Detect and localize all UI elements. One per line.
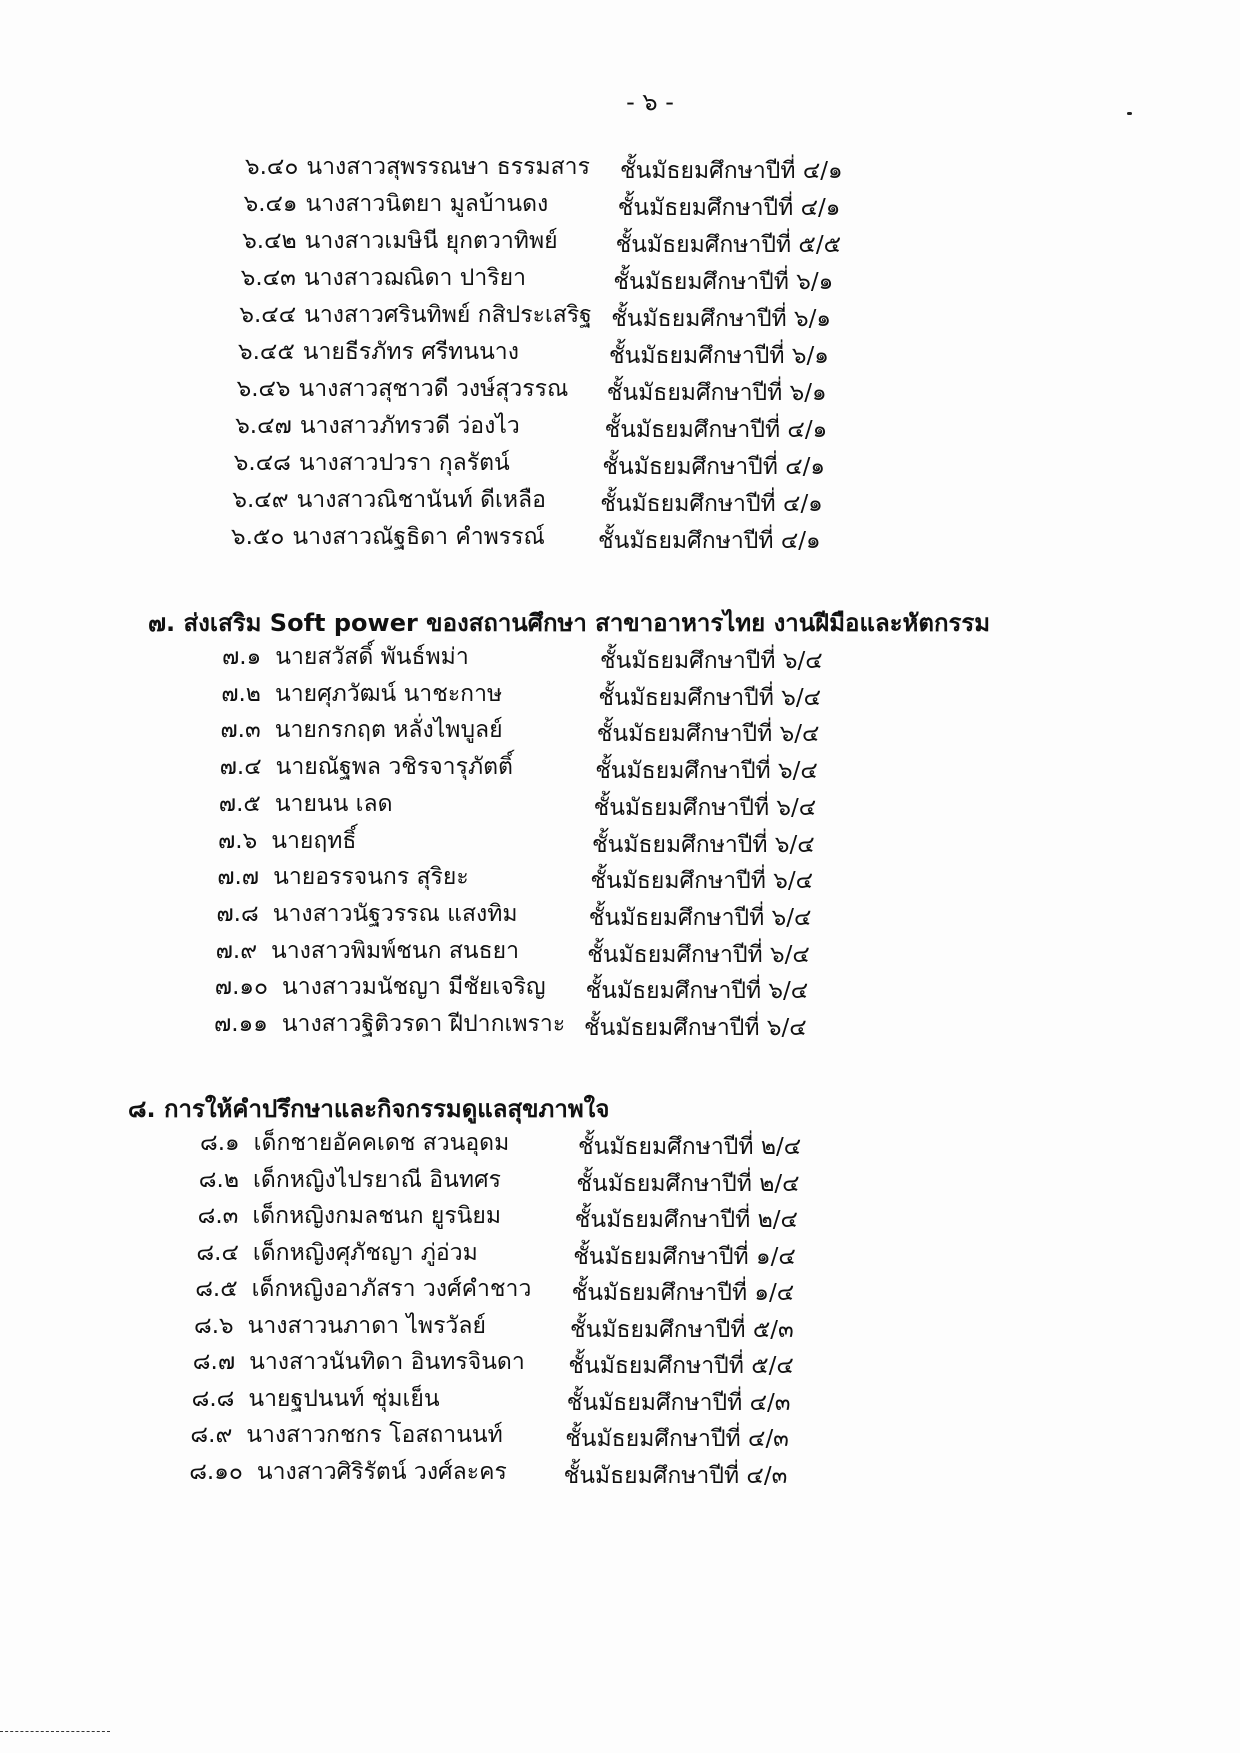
- student-grade: ชั้นมัธยมศึกษาปีที่ ๔/๑: [620, 158, 843, 184]
- student-name: นางสาวนันทิดา อินทรจินดา: [249, 1349, 525, 1375]
- list-item: [218, 824, 815, 858]
- student-grade: ชั้นมัธยมศึกษาปีที่ ๔/๑: [600, 491, 823, 517]
- list-item: [235, 409, 828, 443]
- list-item: [198, 1163, 800, 1197]
- list-item: [200, 1126, 802, 1160]
- student-name: เด็กหญิงศุภัชญา ภู่อ่วม: [252, 1239, 478, 1266]
- student-name: นางสาวนิตยา มูลบ้านดง: [305, 191, 549, 217]
- list-item: [191, 1382, 791, 1416]
- student-grade: ชั้นมัธยมศึกษาปีที่ ๔/๑: [598, 528, 821, 554]
- list-item: [239, 298, 831, 332]
- student-grade: ชั้นมัธยมศึกษาปีที่ ๑/๔: [573, 1243, 796, 1270]
- item-number: ๘.๙: [190, 1422, 233, 1448]
- student-grade: ชั้นมัธยมศึกษาปีที่ ๖/๔: [596, 721, 820, 748]
- student-name: นางสาวมนัชญา มีชัยเจริญ: [282, 974, 546, 1001]
- student-grade: ชั้นมัธยมศึกษาปีที่ ๕/๔: [568, 1353, 794, 1379]
- student-grade: ชั้นมัธยมศึกษาปีที่ ๖/๔: [593, 794, 817, 821]
- student-name: นางสาวกชกร โอสถานนท์: [246, 1422, 503, 1448]
- student-name: นางสาวฐิติวรดา ฝีปากเพราะ: [281, 1011, 566, 1037]
- list-item: [218, 787, 817, 821]
- student-name: นางสาวสุชาวดี วงษ์สุวรรณ: [298, 376, 569, 402]
- student-name: นางสาวณัฐธิดา คำพรรณ์: [292, 524, 545, 550]
- student-grade: ชั้นมัธยมศึกษาปีที่ ๔/๑: [604, 417, 828, 443]
- item-number: ๘.๔: [196, 1239, 239, 1266]
- student-name: นายศุภวัฒน์ นาชะกาษ: [274, 680, 503, 707]
- student-name: นายกรกฤต หลั่งไพบูลย์: [274, 717, 503, 744]
- list-item: [243, 187, 841, 221]
- student-grade: ชั้นมัธยมศึกษาปีที่ ๖/๔: [592, 831, 815, 858]
- item-number: ๖.๔๐: [245, 154, 299, 180]
- section-8-heading: ๘. การให้คำปรึกษาและกิจกรรมดูแลสุขภาพใจ: [128, 1095, 610, 1123]
- list-item: [214, 970, 809, 1005]
- student-grade: ชั้นมัธยมศึกษาปีที่ ๖/๔: [595, 758, 818, 785]
- student-name: นายธีรภัทร ศรีทนนาง: [302, 339, 519, 365]
- item-number: ๗.๖: [218, 827, 258, 854]
- item-number: ๗.๑: [222, 644, 262, 670]
- item-number: ๗.๘: [216, 900, 259, 927]
- list-item: [192, 1345, 794, 1379]
- student-name: นางสาวศิริรัตน์ วงศ์ละคร: [256, 1458, 507, 1485]
- item-number: ๖.๔๒: [242, 228, 297, 254]
- scan-speck: [1127, 112, 1132, 115]
- student-grade: ชั้นมัธยมศึกษาปีที่ ๖/๔: [585, 978, 809, 1005]
- student-name: นางสาวศรินทิพย์ กสิประเสริฐ: [304, 302, 592, 328]
- item-number: ๗.๑๐: [214, 974, 269, 1001]
- student-name: นายนน เลด: [274, 790, 393, 817]
- item-number: ๖.๔๘: [233, 450, 291, 476]
- student-grade: ชั้นมัธยมศึกษาปีที่ ๖/๔: [584, 1015, 807, 1041]
- list-item: [231, 520, 821, 554]
- student-name: นางสาวฌณิดา ปาริยา: [303, 265, 526, 291]
- student-grade: ชั้นมัธยมศึกษาปีที่ ๔/๑: [602, 454, 825, 480]
- student-name: นางสาวภัทรวดี ว่องไว: [299, 413, 520, 439]
- item-number: ๖.๔๕: [238, 339, 295, 365]
- student-grade: ชั้นมัธยมศึกษาปีที่ ๖/๔: [590, 868, 813, 895]
- item-number: ๗.๔: [219, 754, 262, 781]
- list-item: [195, 1272, 795, 1306]
- scan-edge-mark: [0, 1731, 110, 1733]
- item-number: ๘.๓: [197, 1203, 239, 1229]
- item-number: ๖.๔๗: [235, 413, 292, 439]
- student-name: เด็กชายอัคคเดช สวนอุดม: [253, 1130, 510, 1156]
- item-number: ๖.๔๔: [239, 302, 297, 328]
- student-grade: ชั้นมัธยมศึกษาปีที่ ๖/๑: [609, 343, 829, 369]
- list-item: [214, 1007, 807, 1041]
- student-grade: ชั้นมัธยมศึกษาปีที่ ๖/๔: [598, 684, 821, 711]
- student-grade: ชั้นมัธยมศึกษาปีที่ ๔/๓: [565, 1426, 789, 1452]
- item-number: ๖.๔๓: [240, 265, 296, 291]
- item-number: ๘.๖: [194, 1312, 234, 1339]
- student-name: นางสาวนภาดา ไพรวัลย์: [247, 1312, 486, 1339]
- list-item: [242, 224, 841, 258]
- item-number: ๗.๙: [215, 937, 258, 964]
- student-name: เด็กหญิงไปรยาณี อินทศร: [253, 1166, 501, 1193]
- item-number: ๖.๔๑: [243, 191, 298, 217]
- student-name: นายสวัสดิ์ พันธ์พม่า: [275, 644, 469, 670]
- list-item: [245, 150, 843, 184]
- item-number: ๗.๑๑: [214, 1011, 268, 1037]
- item-number: ๖.๔๖: [236, 376, 291, 402]
- item-number: ๗.๓: [220, 717, 261, 744]
- item-number: ๘.๑: [200, 1130, 240, 1156]
- item-number: ๘.๘: [191, 1385, 235, 1412]
- list-item: [236, 372, 827, 406]
- list-item: [215, 934, 810, 968]
- student-grade: ชั้นมัธยมศึกษาปีที่ ๖/๔: [587, 941, 810, 968]
- list-item: [222, 640, 823, 674]
- list-item: [221, 677, 821, 711]
- student-grade: ชั้นมัธยมศึกษาปีที่ ๒/๔: [574, 1207, 798, 1233]
- list-item: [189, 1455, 788, 1489]
- student-name: เด็กหญิงอาภัสรา วงศ์คำชาว: [251, 1276, 532, 1302]
- student-grade: ชั้นมัธยมศึกษาปีที่ ๕/๓: [570, 1316, 794, 1343]
- list-item: [220, 713, 820, 748]
- section-7-heading: ๗. ส่งเสริม Soft power ของสถานศึกษา สาขาอาหารไทย งานฝีมือและหัตกรรม: [148, 609, 991, 637]
- item-number: ๖.๔๙: [232, 487, 289, 513]
- item-number: ๗.๒: [221, 680, 261, 707]
- student-name: นางสาวเมษินี ยุกตวาทิพย์: [304, 228, 558, 254]
- list-item: [238, 335, 829, 369]
- list-item: [219, 750, 818, 785]
- item-number: ๘.๑๐: [189, 1458, 243, 1485]
- item-number: ๗.๕: [218, 790, 261, 817]
- list-item: [240, 261, 834, 295]
- item-number: ๖.๕๐: [231, 524, 285, 550]
- list-item: [194, 1309, 794, 1343]
- student-name: นายอรรจนกร สุริยะ: [273, 864, 469, 891]
- item-number: ๘.๕: [195, 1276, 238, 1302]
- student-name: นายณัฐพล วชิรจารุภัตติ์: [275, 754, 513, 781]
- list-item: [232, 483, 823, 517]
- item-number: ๘.๗: [192, 1349, 236, 1375]
- student-name: นางสาวนัฐวรรณ แสงทิม: [272, 900, 518, 927]
- student-grade: ชั้นมัธยมศึกษาปีที่ ๕/๕: [615, 232, 841, 258]
- student-name: นางสาวพิมพ์ชนก สนธยา: [271, 937, 520, 964]
- student-grade: ชั้นมัธยมศึกษาปีที่ ๑/๔: [571, 1280, 795, 1306]
- student-name: นางสาวณิชานันท์ ดีเหลือ: [296, 487, 546, 513]
- student-grade: ชั้นมัธยมศึกษาปีที่ ๖/๔: [600, 648, 823, 674]
- list-item: [217, 860, 813, 895]
- item-number: ๘.๒: [198, 1166, 240, 1193]
- item-number: ๗.๗: [217, 864, 260, 891]
- student-name: นางสาวปวรา กุลรัตน์: [298, 450, 510, 476]
- student-grade: ชั้นมัธยมศึกษาปีที่ ๔/๓: [566, 1389, 791, 1416]
- student-grade: ชั้นมัธยมศึกษาปีที่ ๖/๑: [606, 380, 827, 406]
- student-name: เด็กหญิงกมลชนก ยูรนิยม: [252, 1203, 502, 1229]
- list-item: [190, 1418, 789, 1452]
- student-grade: ชั้นมัธยมศึกษาปีที่ ๒/๔: [578, 1134, 802, 1160]
- list-item: [233, 446, 825, 480]
- student-name: นายฐปนนท์ ชุ่มเย็น: [248, 1385, 440, 1412]
- student-grade: ชั้นมัธยมศึกษาปีที่ ๖/๔: [588, 904, 812, 931]
- student-grade: ชั้นมัธยมศึกษาปีที่ ๔/๓: [563, 1462, 788, 1489]
- student-grade: ชั้นมัธยมศึกษาปีที่ ๖/๑: [611, 306, 831, 332]
- student-name: นางสาวสุพรรณษา ธรรมสาร: [306, 154, 590, 180]
- list-item: [216, 897, 812, 931]
- student-grade: ชั้นมัธยมศึกษาปีที่ ๖/๑: [613, 269, 834, 295]
- list-item: [197, 1199, 798, 1233]
- student-grade: ชั้นมัธยมศึกษาปีที่ ๔/๑: [617, 195, 841, 221]
- student-grade: ชั้นมัธยมศึกษาปีที่ ๒/๔: [576, 1170, 800, 1197]
- list-item: [196, 1236, 796, 1270]
- student-name: นายฤทธิ์: [271, 827, 357, 854]
- page-number: - ๖ -: [626, 88, 674, 116]
